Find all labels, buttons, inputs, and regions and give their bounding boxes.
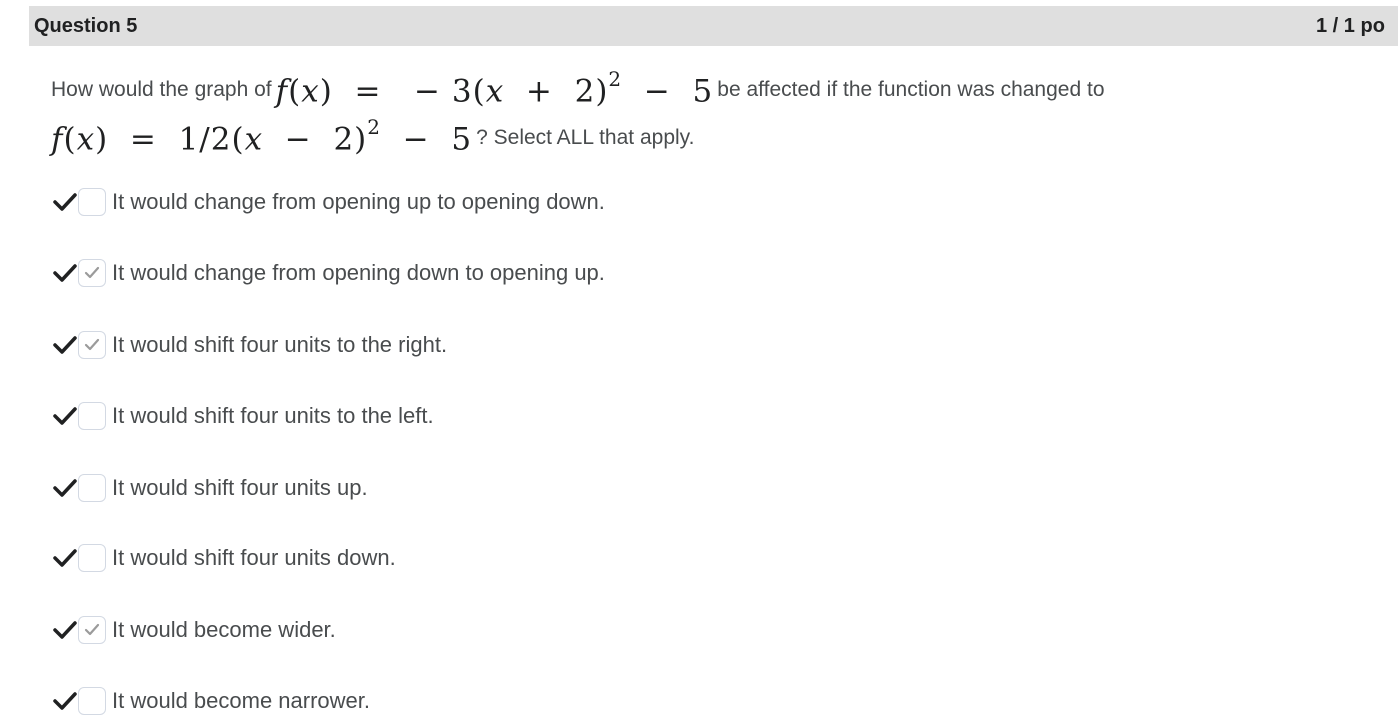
choice-checkbox[interactable] xyxy=(78,402,106,430)
question-score: 1 / 1 po xyxy=(1316,15,1385,37)
choice-item xyxy=(52,536,396,580)
check-icon xyxy=(52,403,78,429)
choice-item xyxy=(52,608,336,652)
choice-checkbox[interactable] xyxy=(78,474,106,502)
choice-label: It would shift four units to the right. xyxy=(112,332,448,357)
choice-label: It would shift four units to the left. xyxy=(112,403,434,428)
prompt-text-1: How would the graph of xyxy=(51,78,272,101)
choice-item xyxy=(52,323,447,367)
choice-label: It would shift four units up. xyxy=(112,475,368,500)
choice-item xyxy=(52,394,434,438)
prompt-text-2: be affected if the function was changed to xyxy=(717,78,1105,101)
check-icon xyxy=(83,336,101,354)
question-title: Question 5 xyxy=(34,15,138,37)
choice-label: It would change from opening down to opening up. xyxy=(112,260,605,285)
check-icon xyxy=(52,688,78,714)
choice-label: It would shift four units down. xyxy=(112,545,396,570)
prompt-line-1 xyxy=(51,66,1351,114)
check-icon xyxy=(52,545,78,571)
choice-item xyxy=(52,251,605,295)
new-function-formula: $f(x) = 1/2(x - 2)^2 - 5$ xyxy=(51,114,473,158)
choice-checkbox[interactable] xyxy=(78,544,106,572)
choice-checkbox[interactable] xyxy=(78,259,106,287)
choice-checkbox[interactable] xyxy=(78,687,106,715)
check-icon xyxy=(52,260,78,286)
prompt-text-3: ? Select ALL that apply. xyxy=(476,126,695,149)
check-icon xyxy=(83,264,101,282)
check-icon xyxy=(52,475,78,501)
original-function-formula: f(x) = − $3(x + 2)^2 - 5$ xyxy=(275,66,714,110)
check-icon xyxy=(52,189,78,215)
choice-checkbox[interactable] xyxy=(78,188,106,216)
choice-item xyxy=(52,180,605,224)
question-prompt xyxy=(51,66,1351,162)
choice-label: It would become wider. xyxy=(112,617,336,642)
check-icon xyxy=(52,617,78,643)
choice-item xyxy=(52,466,368,510)
check-icon xyxy=(83,621,101,639)
choice-item xyxy=(52,679,370,723)
choice-label: It would change from opening up to opening down. xyxy=(112,189,605,214)
question-header xyxy=(29,6,1398,46)
check-icon xyxy=(52,332,78,358)
prompt-line-2 xyxy=(51,114,1351,162)
choice-label: It would become narrower. xyxy=(112,688,371,713)
choice-checkbox[interactable] xyxy=(78,616,106,644)
choice-checkbox[interactable] xyxy=(78,331,106,359)
